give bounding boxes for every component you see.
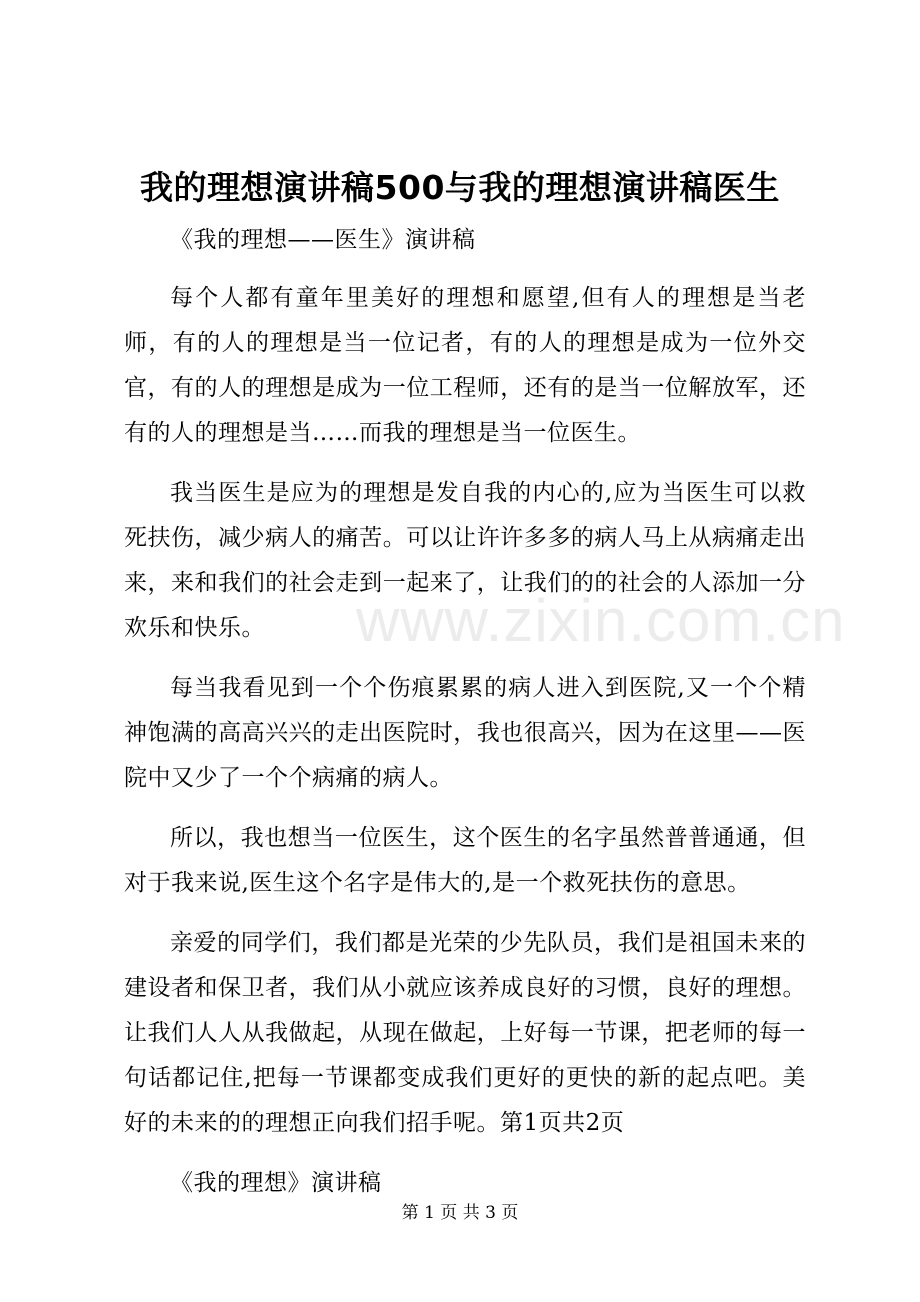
paragraph: 亲爱的同学们，我们都是光荣的少先队员，我们是祖国未来的建设者和保卫者，我们从小就应该养成良好的习惯，良好的理想。让我们人人从我做起，从现在做起，上好每一节课，把老师的每一句话都记住,把每一节课都变成我们更好的更快的新的起点吧。美好的未来的的理想正向我们招手呢。第1页共2页 [124, 930, 806, 1136]
paragraph: 所以，我也想当一位医生，这个医生的名字虽然普普通通，但对于我来说,医生这个名字是伟大的,是一个救死扶伤的意思。 [124, 825, 806, 896]
section-heading: 《我的理想》演讲稿 [170, 1170, 382, 1196]
paragraph: 每个人都有童年里美好的理想和愿望,但有人的理想是当老师，有的人的理想是当一位记者，有的人的理想是成为一位外交官，有的人的理想是成为一位工程师，还有的是当一位解放军，还有的人的理想是当……而我的理想是当一位医生。 [124, 285, 806, 446]
document-body [124, 218, 806, 1221]
watermark: www.zixin.com.cn [356, 587, 846, 654]
paragraph: 每当我看见到一个个伤痕累累的病人进入到医院,又一个个精神饱满的高高兴兴的走出医院时，我也很高兴，因为在这里——医院中又少了一个个病痛的病人。 [124, 675, 806, 791]
document-title: 我的理想演讲稿500与我的理想演讲稿医生 [140, 168, 780, 207]
page-footer: 第 1 页 共 3 页 [401, 1203, 519, 1223]
paragraph: 我当医生是应为的理想是发自我的内心的,应为当医生可以救死扶伤，减少病人的痛苦。可以让许许多多的病人马上从病痛走出来，来和我们的社会走到一起来了，让我们的的社会的人添加一分欢乐和快乐。 [124, 480, 806, 641]
section-heading: 《我的理想——医生》演讲稿 [170, 227, 476, 253]
